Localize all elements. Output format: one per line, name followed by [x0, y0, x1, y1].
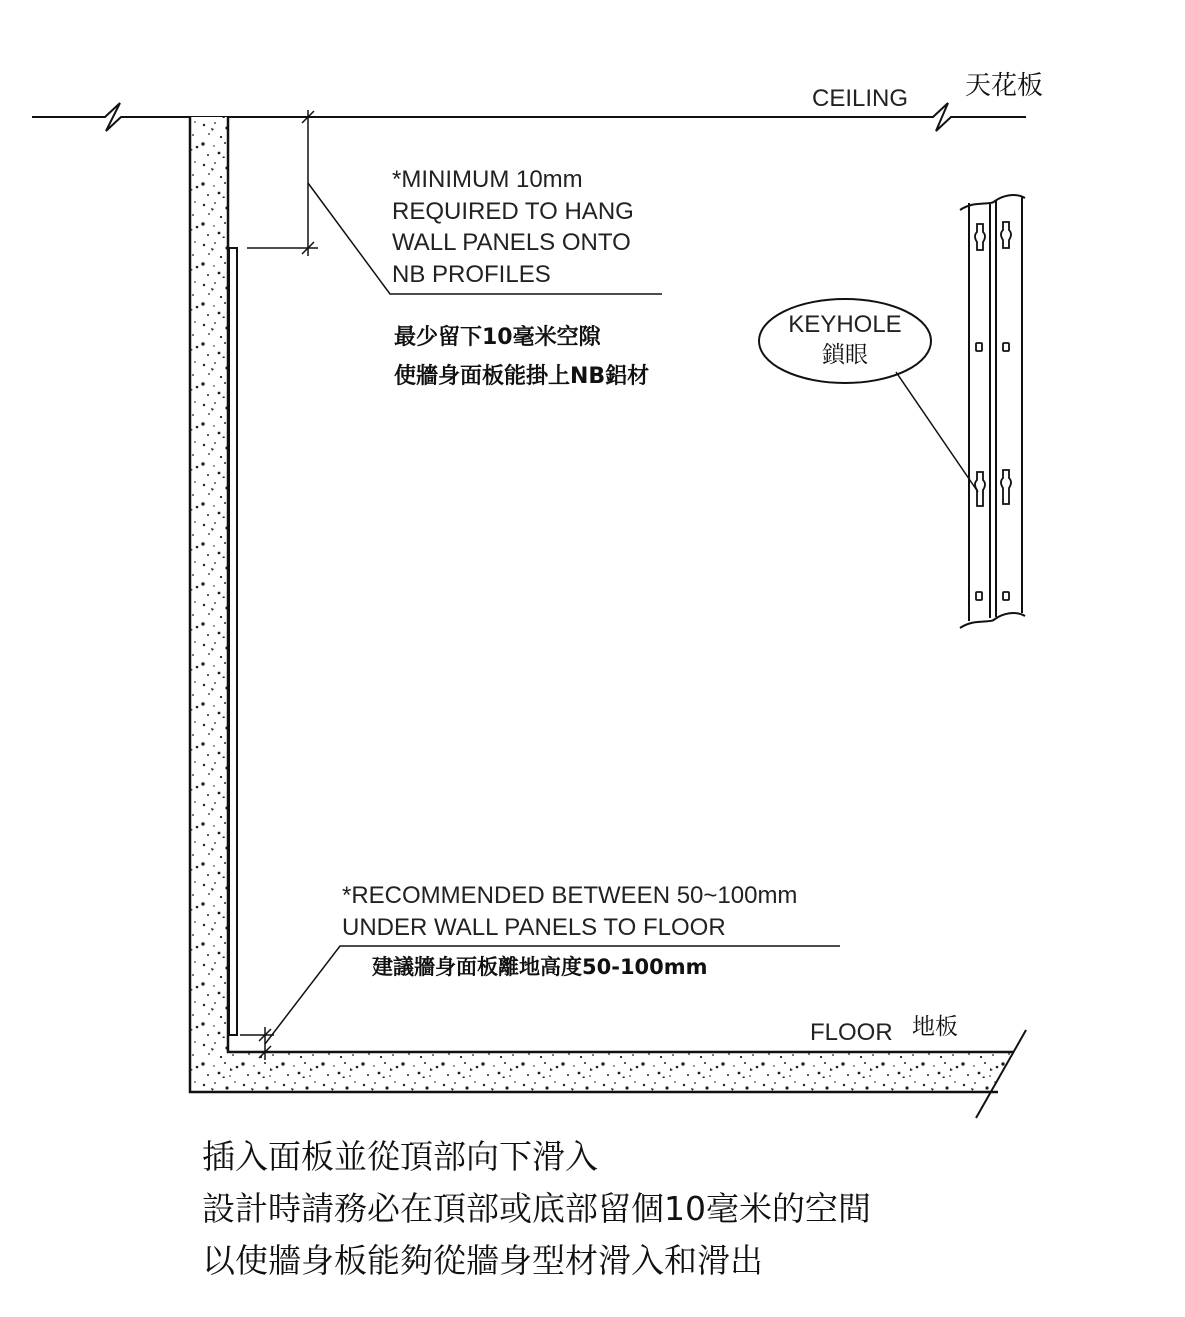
- instruction-line-3: 以使牆身板能夠從牆身型材滑入和滑出: [202, 1241, 763, 1280]
- top-note-en: [392, 164, 634, 290]
- wall-panel: [229, 248, 237, 1035]
- bottom-note-line-2: UNDER WALL PANELS TO FLOOR: [342, 914, 726, 941]
- keyhole-label-zh: 鎖眼: [822, 342, 868, 368]
- top-note-line-1: *MINIMUM 10mm: [392, 166, 583, 193]
- instruction-line-1: 插入面板並從頂部向下滑入: [202, 1137, 598, 1176]
- floor-label: FLOOR: [810, 1019, 893, 1046]
- top-note-zh-line-1: 最少留下10毫米空隙: [394, 325, 601, 350]
- ceiling-label-zh: 天花板: [965, 71, 1044, 101]
- top-note-zh-line-2: 使牆身面板能掛上NB鋁材: [394, 364, 650, 389]
- nb-profile: [960, 195, 1025, 628]
- top-note-line-4: NB PROFILES: [392, 260, 551, 288]
- top-note-zh: [394, 318, 649, 396]
- top-note-line-2: REQUIRED TO HANG: [392, 197, 634, 225]
- bottom-note-line-1: *RECOMMENDED BETWEEN 50~100mm: [342, 882, 798, 909]
- floor-label-zh: 地板: [912, 1014, 958, 1040]
- bottom-note-en: [342, 880, 797, 944]
- bottom-note-zh: 建議牆身面板離地高度50-100mm: [372, 955, 708, 979]
- top-note-line-3: WALL PANELS ONTO: [392, 229, 631, 256]
- instructions: [202, 1131, 871, 1287]
- keyhole-slots: [975, 222, 1011, 600]
- keyhole-label: KEYHOLE: [788, 311, 902, 338]
- instruction-line-2: 設計時請務必在頂部或底部留個10毫米的空間: [202, 1189, 871, 1228]
- keyhole-leader: [896, 372, 978, 492]
- ceiling-label: CEILING: [812, 85, 909, 112]
